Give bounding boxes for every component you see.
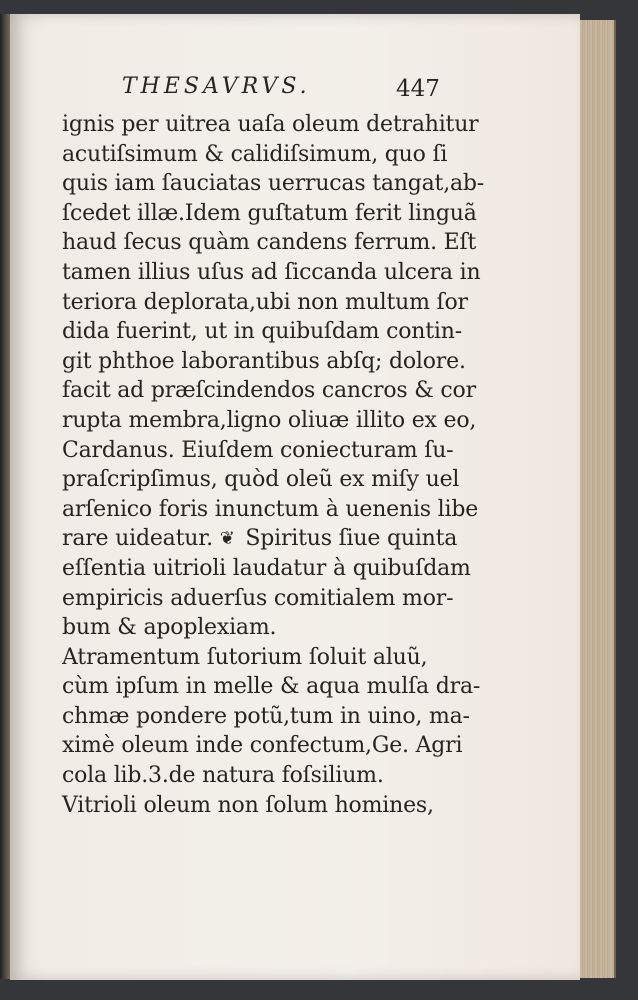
text-segment: Spiritus ſiue quinta [245, 526, 458, 552]
text-line: tamen illius uſus ad ſiccanda ulcera in [62, 259, 481, 285]
running-title: THESAVRVS. [122, 74, 311, 99]
page-stack-edge [578, 20, 616, 978]
text-line: haud ſecus quàm candens ferrum. Eſt [62, 230, 477, 256]
paragraph-start-line: Atramentum ſutorium ſoluit aluũ, [62, 644, 428, 670]
fleuron-icon: ❦ [219, 528, 235, 550]
text-line: ſcedet illæ.Idem guſtatum ferit linguã [62, 200, 477, 226]
text-line: teriora deplorata,ubi non multum ſor [62, 289, 468, 315]
text-line: acutiſsimum & calidiſsimum, quo ſi [62, 141, 448, 167]
text-line-with-ornament [62, 524, 458, 554]
text-line: ximè oleum inde confectum,Ge. Agri [62, 733, 463, 759]
text-line: ignis per uitrea uaſa oleum detrahitur [62, 112, 479, 137]
text-line: chmæ pondere potũ,tum in uino, ma- [62, 703, 470, 729]
text-line: rupta membra,ligno oliuæ illito ex eo, [62, 407, 477, 433]
text-line: facit ad præſcindendos cancros & cor [62, 378, 476, 404]
text-line: dida fuerint, ut in quibuſdam contin- [62, 319, 462, 345]
text-line: quis iam ſauciatas uerrucas tangat,ab- [62, 171, 485, 197]
text-line: bum & apoplexiam. [62, 615, 277, 641]
text-segment: rare uideatur. [62, 526, 213, 552]
text-line: git phthoe laborantibus abſq; dolore. [62, 348, 466, 374]
text-line: cùm ipſum in melle & aqua mulſa dra- [62, 674, 481, 700]
page-number: 447 [396, 76, 440, 102]
body-text [62, 110, 485, 820]
text-line: eſſentia uitrioli laudatur à quibuſdam [62, 555, 471, 581]
paragraph-start-line: Vitrioli oleum non ſolum homines, [62, 792, 434, 818]
text-line: empiricis aduerſus comitialem mor- [62, 585, 454, 611]
text-line: cola lib.3.de natura foſsilium. [62, 763, 384, 789]
text-line: Cardanus. Eiuſdem coniecturam ſu- [62, 437, 454, 463]
text-line: praſcripſimus, quòd oleũ ex miſy uel [62, 467, 460, 493]
text-line: arſenico foris inunctum à uenenis libe [62, 496, 479, 522]
